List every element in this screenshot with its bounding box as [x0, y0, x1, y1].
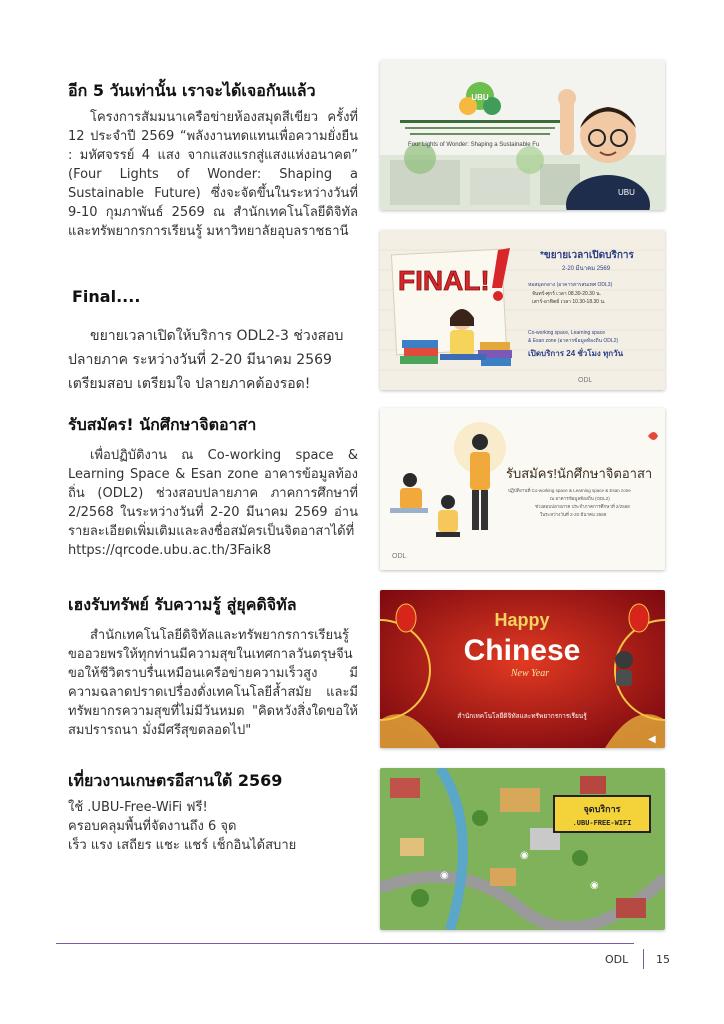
volunteer-line4: ในระหว่างวันที่ 2-20 มีนาคม 2569	[540, 512, 607, 517]
volunteer-brand: ODL	[392, 553, 407, 560]
article-body: ขยายเวลาเปิดให้บริการ ODL2-3 ช่วงสอบปลายภาค ระหว่างวันที่ 2-20 มีนาคม 2569 เตรียมสอบ เตรียมใจ ปลายภาคต้องรอด!	[68, 328, 344, 392]
schedule-line4: Co-working space, Learning space	[528, 330, 605, 336]
final-brand: ODL	[578, 377, 593, 384]
article-body: สำนักเทคโนโลยีดิจิทัลและทรัพยากรการเรียนรู้ ขออวยพรให้ทุกท่านมีความสุขในเทศกาลวันตรุษจีน ขอให้ชีวิตราบรื่นเหมือนเครือข่ายความเร็วสูง มีความฉลาดปราดเปรื่องดั่งเทคโนโลยีล้ำสมัย และมีทรัพยากรความสุขที่ไม่มีวันหมด "คิดหวังสิ่งใดขอให้สมปรารถนา มั่งมีศรีสุขตลอดไป"	[68, 628, 358, 738]
green-library-seminar-image[interactable]	[380, 60, 665, 210]
article-heading: Final....	[72, 287, 141, 306]
volunteer-title: รับสมัคร!นักศึกษาจิตอาสา	[506, 466, 653, 481]
article-body: โครงการสัมมนาเครือข่ายห้องสมุดสีเขียว ครั้งที่ 12 ประจำปี 2569 “พลังงานทดแทนเพื่อความยั่งยืน : มหัศจรรย์ 4 แสง จากแสงแรกสู่แสงแห่งอนาคต” (Four Lights of Wonder: Shaping a Sustainable Future) ซึ่งจะจัดขึ้นในระหว่างวันที่ 9-10 กุมภาพันธ์ 2569 ณ สำนักเทคโนโลยีดิจิทัลและทรัพยากรการเรียนรู้ มหาวิทยาลัยอุบลราชธานี	[68, 110, 358, 239]
volunteer-recruit-image[interactable]	[380, 408, 665, 570]
wifi-icon: ◉	[440, 870, 449, 881]
schedule-line5: & Esan zone (อาคารข้อมูลท้องถิ่น ODL2)	[528, 338, 619, 344]
schedule-title: *ขยายเวลาเปิดบริการ	[540, 250, 634, 261]
schedule-line2: จันทร์-ศุกร์ เวลา 08.30-20.30 น.	[532, 291, 601, 297]
body-line-3: เร็ว แรง เสถียร แชะ แชร์ เช็กอินได้สบาย	[68, 838, 297, 853]
wifi-icon: ◉	[520, 850, 529, 861]
body-line-2: ครอบคลุมพื้นที่จัดงานถึง 6 จุด	[68, 819, 237, 834]
shirt-logo: UBU	[618, 188, 635, 197]
chinese-new-year-image[interactable]	[380, 590, 665, 748]
volume-icon: ◀	[648, 734, 656, 745]
wifi-sign-sub: .UBU-FREE-WIFI	[572, 820, 632, 828]
footer-separator	[643, 949, 644, 969]
cny-new-year: New Year	[510, 668, 550, 679]
volunteer-line1: ปฏิบัติงานที่ Co-working space & Learning space & Esan zone	[508, 488, 631, 493]
schedule-dates: 2-20 มีนาคม 2569	[562, 266, 611, 272]
wifi-map-image[interactable]	[380, 768, 665, 930]
wifi-sign-title: จุดบริการ	[583, 804, 621, 814]
footer-divider	[56, 943, 634, 944]
schedule-line3: เสาร์-อาทิตย์ เวลา 10.30-18.30 น.	[532, 299, 606, 305]
volunteer-line2: ณ อาคารข้อมูลท้องถิ่น (ODL2)	[550, 496, 610, 501]
cny-happy: Happy	[494, 610, 550, 630]
article-body: เพื่อปฏิบัติงาน ณ Co-working space & Learning Space & Esan zone อาคารข้อมูลท้องถิ่น (ODL2) ช่วงสอบปลายภาค ภาคการศึกษาที่ 2/2568 ในระหว่างวันที่ 2-20 มีนาคม 2569 อ่านรายละเอียดเพิ่มเติมและลงชื่อสมัครเป็นจิตอาสาได้ที่ https://qrcode.ubu.ac.th/3Faik8	[68, 448, 358, 558]
final-title: FINAL!	[398, 265, 490, 296]
article-heading: รับสมัคร! นักศึกษาจิตอาสา	[68, 415, 257, 434]
cny-chinese: Chinese	[463, 634, 581, 667]
article-heading: เที่ยวงานเกษตรอีสานใต้ 2569	[68, 771, 283, 790]
footer-label: ODL	[605, 953, 629, 966]
seminar-logo-text: UBU	[471, 93, 489, 102]
page-number: 15	[656, 953, 670, 966]
wifi-icon: ◉	[590, 880, 599, 891]
article-heading: เฮงรับทรัพย์ รับความรู้ สู่ยุคดิจิทัล	[68, 595, 297, 614]
article-heading: อีก 5 วันเท่านั้น เราจะได้เจอกันแล้ว	[68, 81, 316, 100]
schedule-open24: เปิดบริการ 24 ชั่วโมง ทุกวัน	[528, 349, 624, 358]
cny-caption: สำนักเทคโนโลยีดิจิทัลและทรัพยากรการเรียนรู้	[457, 713, 587, 720]
body-line-1: ใช้ .UBU-Free-WiFi ฟรี!	[68, 800, 208, 815]
final-exam-image[interactable]	[380, 230, 665, 390]
schedule-line1: หอสมุดกลาง (อาคารสารสนเทศ ODL3)	[528, 282, 613, 288]
seminar-banner-line: Four Lights of Wonder: Shaping a Sustainable Fu	[408, 142, 540, 148]
volunteer-line3: ช่วงสอบปลายภาค ประจำภาคการศึกษาที่ 2/2568	[535, 504, 630, 509]
